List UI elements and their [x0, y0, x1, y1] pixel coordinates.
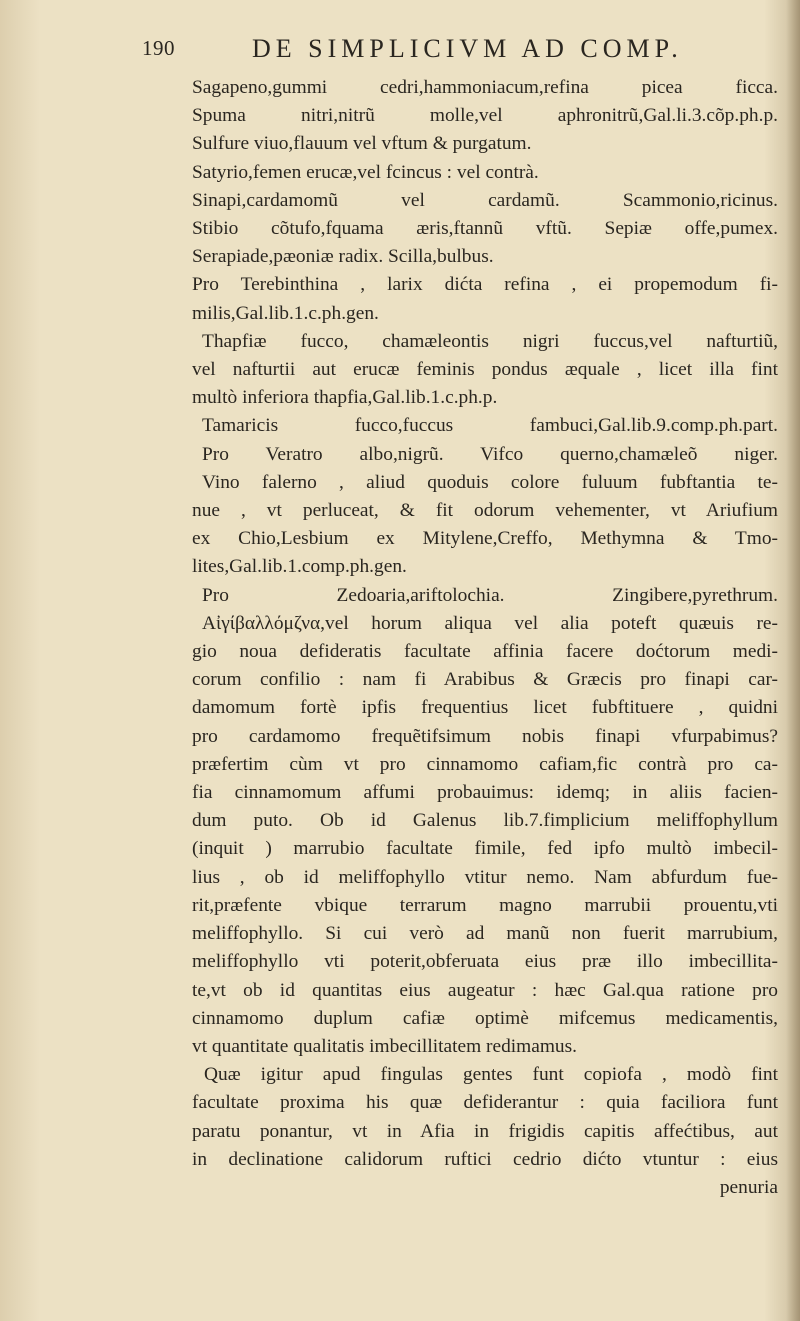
text-line: Vino falerno , aliud quoduis colore fuluum fubftantia te- [202, 471, 778, 493]
page-edge-shadow [786, 0, 800, 1321]
running-head: DE SIMPLICIVM AD COMP. [252, 34, 683, 63]
text-line: Sinapi,cardamomũ vel cardamũ. Scammonio,ricinus. [192, 189, 778, 211]
text-line: rit,præfente vbique terrarum magno marrubii prouentu,vti [192, 894, 778, 916]
text-line: Sulfure viuo,flauum vel vftum & purgatum. [192, 133, 532, 155]
text-line: in declinatione calidorum ruftici cedrio dićto vtuntur : eius [192, 1148, 778, 1170]
text-line: damomum fortè ipfis frequentius licet fubftituere , quidni [192, 697, 778, 719]
text-line: cinnamomo duplum cafiæ optimè mifcemus medicamentis, [192, 1007, 778, 1029]
text-line: Pro Veratro albo,nigrũ. Vifco querno,chamæleõ niger. [202, 443, 778, 465]
text-line: fia cinnamomum affumi probauimus: idemq; in aliis facien- [192, 782, 778, 804]
catchword: penuria [719, 1176, 778, 1198]
text-line: milis,Gal.lib.1.c.ph.gen. [192, 302, 379, 324]
text-line: nue , vt perluceat, & fit odorum vehementer, vt Ariufium [192, 500, 778, 522]
text-line: paratu ponantur, vt in Afia in frigidis capitis affećtibus, aut [192, 1120, 778, 1142]
text-line: Sagapeno,gummi cedri,hammoniacum,refina picea ficca. [192, 77, 778, 98]
text-line: pro cardamomo frequẽtifsimum nobis finapi vfurpabimus? [192, 725, 778, 747]
text-line: Thapfiæ fucco, chamæleontis nigri fuccus,vel nafturtiũ, [202, 330, 778, 352]
text-line: Quæ igitur apud fingulas gentes funt copiofa , modò fint [204, 1064, 778, 1086]
text-line: facultate proxima his quæ defiderantur : quia faciliora funt [192, 1092, 778, 1114]
text-line: Pro Terebinthina , larix dićta refina , ei propemodum fi- [192, 274, 778, 296]
text-line: (inquit ) marrubio facultate fimile, fed ipfo multò imbecil- [192, 838, 778, 860]
text-line: lius , ob id meliffophyllo vtitur nemo. Nam abfurdum fue- [192, 866, 778, 888]
text-line: meliffophyllo. Si cui verò ad manũ non fuerit marrubium, [192, 923, 778, 945]
body-text [192, 74, 778, 1202]
text-line: præfertim cùm vt pro cinnamomo cafiam,fic contrà pro ca- [192, 753, 778, 775]
text-line: multò inferiora thapfia,Gal.lib.1.c.ph.p. [192, 387, 498, 409]
text-line: gio noua defideratis facultate affinia facere doćtorum medi- [192, 641, 778, 663]
page-number: 190 [142, 36, 175, 60]
text-line: vel nafturtii aut erucæ feminis pondus æquale , licet illa fint [192, 359, 778, 381]
text-line: lites,Gal.lib.1.comp.ph.gen. [192, 556, 407, 578]
text-line: Tamaricis fucco,fuccus fambuci,Gal.lib.9.comp.ph.part. [202, 415, 778, 437]
text-line: dum puto. Ob id Galenus lib.7.fimplicium meliffophyllum [192, 810, 778, 832]
text-line: Satyrio,femen erucæ,vel fcincus : vel contrà. [192, 161, 539, 183]
text-line: Aἰγίβαλλόμζνα,vel horum aliqua vel alia poteft quæuis re- [202, 612, 778, 634]
text-line: te,vt ob id quantitas eius augeatur : hæc Gal.qua ratione pro [192, 979, 778, 1001]
text-line: Spuma nitri,nitrũ molle,vel aphronitrũ,Gal.li.3.cõp.ph.p. [192, 105, 778, 127]
text-line: Serapiade,pæoniæ radix. Scilla,bulbus. [192, 246, 494, 268]
page-header [142, 34, 702, 64]
text-line: ex Chio,Lesbium ex Mitylene,Creffo, Methymna & Tmo- [192, 528, 778, 550]
text-line: Pro Zedoaria,ariftolochia. Zingibere,pyrethrum. [202, 584, 778, 606]
text-line: vt quantitate qualitatis imbecillitatem redimamus. [192, 1035, 578, 1057]
text-line: corum confilio : nam fi Arabibus & Græcis pro finapi car- [192, 669, 778, 691]
text-line: meliffophyllo vti poterit,obferuata eius præ illo imbecillita- [192, 951, 778, 973]
text-line: Stibio cõtufo,fquama æris,ftannũ vftũ. Sepiæ offe,pumex. [192, 218, 778, 240]
